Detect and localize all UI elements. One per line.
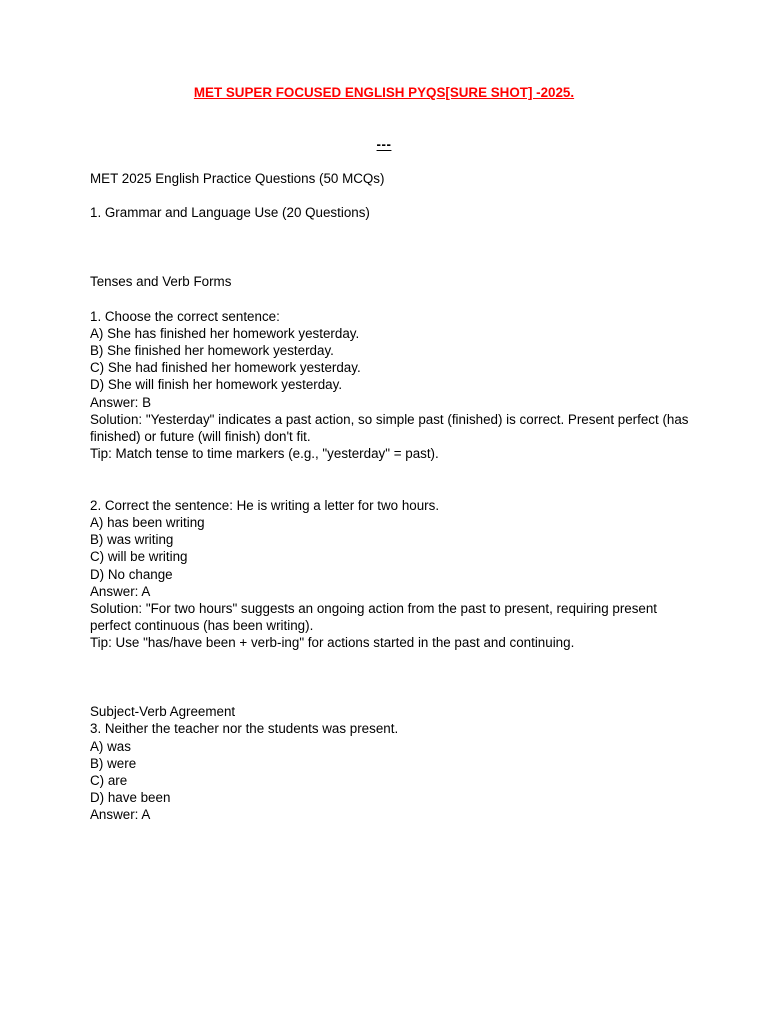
option-d: D) She will finish her homework yesterday. bbox=[90, 377, 343, 393]
answer-text: Answer: A bbox=[90, 807, 151, 823]
section-heading: 1. Grammar and Language Use (20 Questions) bbox=[90, 205, 370, 221]
question-text: 1. Choose the correct sentence: bbox=[90, 308, 280, 324]
subsection-heading-agreement: Subject-Verb Agreement bbox=[90, 704, 236, 720]
option-b: B) were bbox=[90, 755, 137, 771]
subsection-heading-tenses: Tenses and Verb Forms bbox=[90, 274, 232, 290]
answer-text: Answer: B bbox=[90, 394, 152, 410]
option-c: C) will be writing bbox=[90, 549, 188, 565]
question-block-2 bbox=[90, 497, 690, 652]
question-block-1 bbox=[90, 308, 690, 463]
option-b: B) was writing bbox=[90, 532, 174, 548]
question-text: 2. Correct the sentence: He is writing a letter for two hours. bbox=[90, 497, 440, 513]
option-a: A) was bbox=[90, 738, 131, 754]
document-body bbox=[90, 170, 690, 824]
separator: --- bbox=[376, 137, 392, 152]
option-d: D) have been bbox=[90, 790, 171, 806]
solution-text: Solution: "Yesterday" indicates a past action, so simple past (finished) is correct. Present perfect (has finished) or future (will finish) don't fit. bbox=[90, 411, 689, 444]
answer-text: Answer: A bbox=[90, 583, 151, 599]
option-c: C) She had finished her homework yesterday. bbox=[90, 360, 361, 376]
question-text: 3. Neither the teacher nor the students was present. bbox=[90, 721, 399, 737]
tip-text: Tip: Match tense to time markers (e.g., "yesterday" = past). bbox=[90, 446, 439, 462]
solution-text: Solution: "For two hours" suggests an ongoing action from the past to present, requiring present perfect continuous (has been writing). bbox=[90, 601, 658, 634]
option-a: A) She has finished her homework yesterday. bbox=[90, 325, 360, 341]
option-c: C) are bbox=[90, 773, 128, 789]
document-heading: MET 2025 English Practice Questions (50 MCQs) bbox=[90, 171, 385, 186]
question-block-3 bbox=[90, 720, 690, 823]
option-b: B) She finished her homework yesterday. bbox=[90, 342, 334, 358]
tip-text: Tip: Use "has/have been + verb-ing" for actions started in the past and continuing. bbox=[90, 635, 575, 651]
option-a: A) has been writing bbox=[90, 515, 205, 530]
document-title: MET SUPER FOCUSED ENGLISH PYQS[SURE SHOT] -2025. bbox=[193, 85, 575, 100]
option-d: D) No change bbox=[90, 566, 173, 582]
